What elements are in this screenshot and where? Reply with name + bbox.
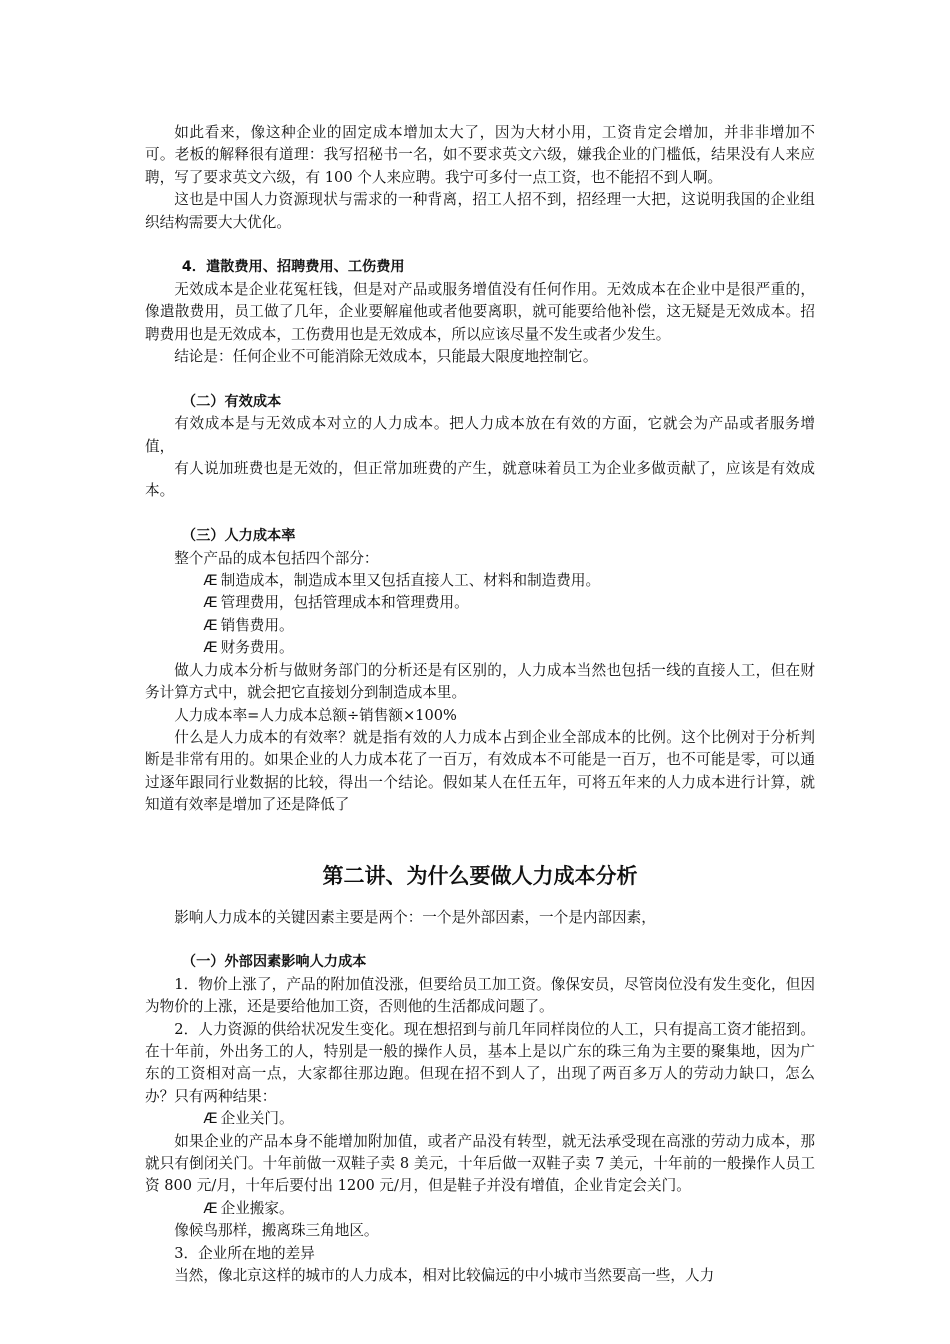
bullet-text: 企业搬家。 [220, 1199, 294, 1217]
paragraph: 2．人力资源的供给状况发生变化。现在想招到与前几年同样岗位的人工，只有提高工资才能招到。在十年前，外出务工的人，特别是一般的操作人员，基本上是以广东的珠三角为主要的聚集地，因为广东的工资相对高一点，大家都往那边跑。但现在招不到人了，出现了两百多万人的劳动力缺口，怎么办？只有两种结果： [145, 1020, 815, 1105]
section-heading: 4．遣散费用、招聘费用、工伤费用 [181, 259, 405, 276]
paragraph: 什么是人力成本的有效率？就是指有效的人力成本占到企业全部成本的比例。这个比例对于分析判断是非常有用的。如果企业的人力成本花了一百万，有效成本不可能是一百万，也不可能是零，可以通过逐年跟同行业数据的比较，得出一个结论。假如某人在任五年，可将五年来的人力成本进行计算，就知道有效率是增加了还是降低了 [145, 728, 815, 814]
bullet-mark: Æ [203, 1110, 218, 1128]
bullet-item [145, 570, 815, 592]
paragraph: 3．企业所在地的差异 [174, 1244, 315, 1262]
paragraph: 有效成本是与无效成本对立的人力成本。把人力成本放在有效的方面，它就会为产品或者服务增值， [145, 415, 815, 455]
paragraph: 如果企业的产品本身不能增加附加值，或者产品没有转型，就无法承受现在高涨的劳动力成本，那就只有倒闭关门。十年前做一双鞋子卖 8 美元，十年后做一双鞋子卖 7 美元，十年前的一般操作人员工资 800 元/月，十年后要付出 1200 元/月，但是鞋子并没有增值，企业肯定会关门。 [145, 1132, 815, 1195]
bullet-mark: Æ [203, 1199, 218, 1217]
bullet-item [145, 1198, 815, 1220]
paragraph: 结论是：任何企业不可能消除无效成本，只能最大限度地控制它。 [174, 348, 598, 366]
section-heading: （三）人力成本率 [181, 528, 296, 545]
formula: 人力成本率=人力成本总额÷销售额×100% [174, 706, 457, 724]
bullet-text: 企业关门。 [220, 1110, 294, 1128]
paragraph: 当然，像北京这样的城市的人力成本，相对比较偏远的中小城市当然要高一些，人力 [174, 1267, 715, 1285]
section-heading: （一）外部因素影响人力成本 [181, 954, 367, 971]
bullet-item [145, 637, 815, 659]
paragraph: 像候鸟那样，搬离珠三角地区。 [174, 1222, 379, 1240]
bullet-text: 财务费用。 [220, 639, 294, 657]
paragraph: 1．物价上涨了，产品的附加值没涨，但要给员工加工资。像保安员，尽管岗位没有发生变化，但因为物价的上涨，还是要给他加工资，否则他的生活都成问题了。 [145, 975, 815, 1016]
bullet-text: 管理费用，包括管理成本和管理费用。 [220, 594, 469, 612]
document-page [145, 122, 815, 1287]
bullet-mark: Æ [203, 616, 218, 634]
lecture-title: 第二讲、为什么要做人力成本分析 [322, 863, 638, 888]
paragraph: 影响人力成本的关键因素主要是两个：一个是外部因素，一个是内部因素， [174, 908, 656, 926]
section-heading: （二）有效成本 [181, 393, 282, 410]
paragraph: 这也是中国人力资源现状与需求的一种背离，招工人招不到，招经理一大把，这说明我国的企业组织结构需要大大优化。 [145, 191, 815, 231]
bullet-mark: Æ [203, 572, 218, 590]
paragraph: 有人说加班费也是无效的，但正常加班费的产生，就意味着员工为企业多做贡献了，应该是有效成本。 [145, 460, 815, 500]
bullet-text: 销售费用。 [220, 616, 294, 634]
bullet-item [145, 615, 815, 637]
bullet-mark: Æ [203, 594, 218, 612]
paragraph: 做人力成本分析与做财务部门的分析还是有区别的，人力成本当然也包括一线的直接人工，但在财务计算方式中，就会把它直接划分到制造成本里。 [145, 661, 815, 702]
bullet-mark: Æ [203, 639, 218, 657]
bullet-text: 制造成本，制造成本里又包括直接人工、材料和制造费用。 [220, 572, 601, 590]
bullet-item [145, 592, 815, 614]
bullet-item [145, 1108, 815, 1130]
paragraph: 如此看来，像这种企业的固定成本增加太大了，因为大材小用，工资肯定会增加，并非非增加不可。老板的解释很有道理：我写招秘书一名，如不要求英文六级，嫌我企业的门槛低，结果没有人来应聘，写了要求英文六级，有 100 个人来应聘。我宁可多付一点工资，也不能招不到人啊。 [145, 124, 815, 186]
paragraph: 整个产品的成本包括四个部分： [174, 549, 379, 567]
paragraph: 无效成本是企业花冤枉钱，但是对产品或服务增值没有任何作用。无效成本在企业中是很严重的，像遣散费用，员工做了几年，企业要解雇他或者他要离职，就可能要给他补偿，这无疑是无效成本。招聘费用也是无效成本，工伤费用也是无效成本，所以应该尽量不发生或者少发生。 [145, 280, 815, 343]
